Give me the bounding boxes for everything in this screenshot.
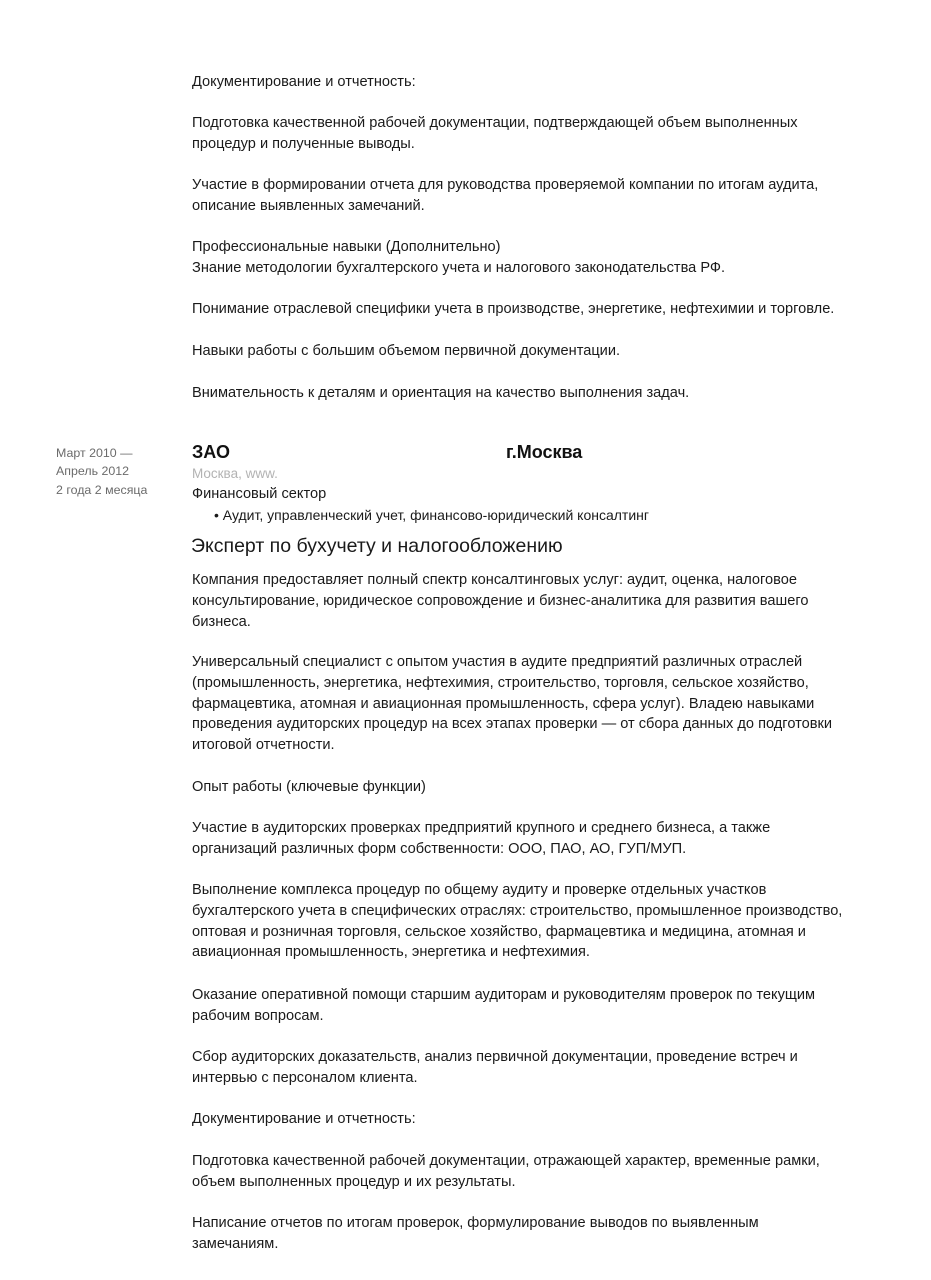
paragraph-line: Документирование и отчетность: xyxy=(192,1111,416,1127)
paragraph xyxy=(192,72,882,93)
paragraph xyxy=(192,570,882,632)
company-header xyxy=(192,440,882,468)
paragraph-line: Подготовка качественной рабочей документации, подтверждающей объем выполненных xyxy=(192,115,798,131)
paragraph xyxy=(192,818,882,860)
paragraph-line: Оказание оперативной помощи старшим аудиторам и руководителям проверок по текущим xyxy=(192,987,816,1003)
paragraph-line: бизнеса. xyxy=(192,613,251,630)
job-period xyxy=(56,444,176,499)
paragraph xyxy=(192,341,882,362)
paragraph-line: бухгалтерского учета в специфических отраслях: строительство, промышленное производство, xyxy=(192,902,843,919)
company-name: ЗАО xyxy=(192,442,231,462)
paragraph-line: консультирование, юридическое сопровождение и бизнес-аналитика для развития вашего xyxy=(192,592,809,609)
paragraph xyxy=(192,985,882,1027)
paragraph-line: проведения аудиторских процедур на всех этапах проверки — от сбора данных до подготовки xyxy=(192,716,833,733)
period-duration: 2 года 2 месяца xyxy=(56,482,148,497)
paragraph-line: рабочим вопросам. xyxy=(192,1007,324,1024)
paragraph-line: оптовая и розничная торговля, сельское хозяйство, фармацевтика и медицина, атомная и xyxy=(192,923,806,940)
period-end: Апрель 2012 xyxy=(56,464,130,479)
paragraph xyxy=(192,880,892,963)
paragraph xyxy=(192,1109,882,1130)
paragraph-line: Внимательность к деталям и ориентация на качество выполнения задач. xyxy=(192,385,690,401)
paragraph-line: Универсальный специалист с опытом участия в аудите предприятий различных отраслей xyxy=(192,654,803,670)
paragraph-line: авиационная промышленность, энергетика и нефтехимия. xyxy=(192,944,590,961)
company-city: г.Москва xyxy=(506,442,583,462)
period-start: Март 2010 — xyxy=(56,446,133,460)
paragraph-line: процедур и полученные выводы. xyxy=(192,135,415,152)
paragraph-line: замечаниям. xyxy=(192,1235,279,1252)
paragraph-line: описание выявленных замечаний. xyxy=(192,197,425,214)
paragraph xyxy=(192,777,882,798)
paragraph-line: итоговой отчетности. xyxy=(192,737,335,754)
paragraph xyxy=(192,1047,882,1089)
paragraph xyxy=(192,1213,882,1255)
sector-detail: • Аудит, управленческий учет, финансово-юридический консалтинг xyxy=(214,507,649,523)
paragraph-line: объем выполненных процедур и их результаты. xyxy=(192,1173,516,1190)
paragraph-line: Выполнение комплекса процедур по общему аудиту и проверке отдельных участков xyxy=(192,882,767,898)
paragraph-line: Подготовка качественной рабочей документации, отражающей характер, временные рамки, xyxy=(192,1153,820,1169)
paragraph xyxy=(192,113,882,155)
paragraph-line: Знание методологии бухгалтерского учета и налогового законодательства РФ. xyxy=(192,259,726,276)
paragraph xyxy=(192,299,882,320)
job-position-title: Эксперт по бухучету и налогообложению xyxy=(191,535,563,557)
paragraph xyxy=(192,175,882,217)
paragraph xyxy=(192,652,892,756)
paragraph xyxy=(192,383,882,404)
paragraph-line: интервью с персоналом клиента. xyxy=(192,1069,418,1086)
paragraph-line: (промышленность, энергетика, нефтехимия, строительство, торговля, сельское хозяйство, xyxy=(192,674,809,691)
paragraph-line: Компания предоставляет полный спектр консалтинговых услуг: аудит, оценка, налоговое xyxy=(192,572,797,588)
paragraph-line: Участие в аудиторских проверках предприятий крупного и среднего бизнеса, а также xyxy=(192,820,771,836)
paragraph-line: Опыт работы (ключевые функции) xyxy=(192,779,426,795)
paragraph-line: Участие в формировании отчета для руководства проверяемой компании по итогам аудита, xyxy=(192,177,819,193)
paragraph-line: Документирование и отчетность: xyxy=(192,74,416,90)
paragraph-line: Навыки работы с большим объемом первичной документации. xyxy=(192,343,621,359)
paragraph-line: Понимание отраслевой специфики учета в производстве, энергетике, нефтехимии и торговле. xyxy=(192,301,835,317)
company-sector: Финансовый сектор xyxy=(192,486,327,502)
paragraph xyxy=(192,237,882,279)
paragraph xyxy=(192,1151,882,1193)
company-location: Москва, www. xyxy=(192,466,278,481)
paragraph-line: фармацевтика, атомная и авиационная промышленность, сфера услуг). Владею навыками xyxy=(192,695,815,712)
paragraph-line: Профессиональные навыки (Дополнительно) xyxy=(192,239,501,255)
paragraph-line: организаций различных форм собственности: ООО, ПАО, АО, ГУП/МУП. xyxy=(192,840,687,857)
paragraph-line: Написание отчетов по итогам проверок, формулирование выводов по выявленным xyxy=(192,1215,759,1231)
paragraph-line: Сбор аудиторских доказательств, анализ первичной документации, проведение встреч и xyxy=(192,1049,798,1065)
